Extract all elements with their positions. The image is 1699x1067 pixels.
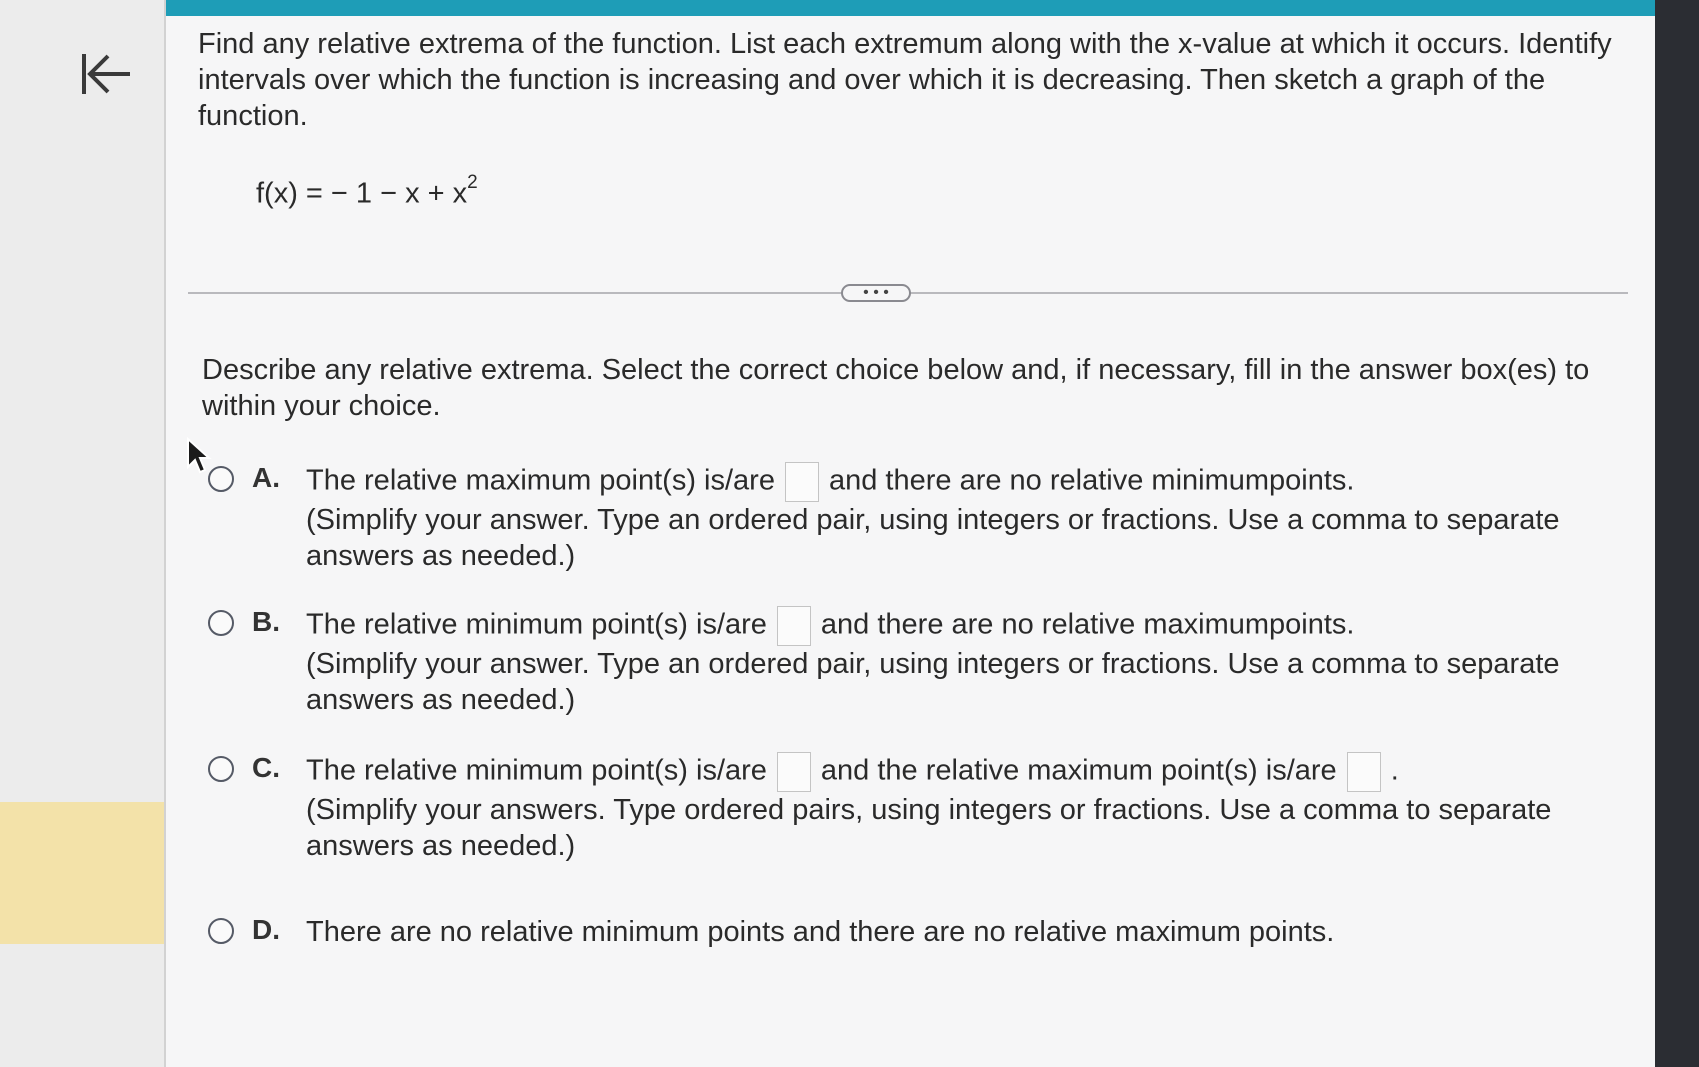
mouse-pointer-icon xyxy=(186,437,212,475)
choice-b-answer-box[interactable] xyxy=(777,606,811,646)
more-options-handle[interactable]: • • • xyxy=(841,284,911,302)
choice-b-radio[interactable] xyxy=(208,610,234,636)
choice-b-hint: (Simplify your answer. Type an ordered pair, using integers or fractions. Use a comma to separate answers as needed.) xyxy=(306,648,1560,716)
question-prompt: Find any relative extrema of the function. List each extremum along with the x-value at which it occurs. Identify intervals over which the function is increasing and over which it is decreasing. Then sketch a graph of the function. xyxy=(198,28,1612,132)
choice-a-answer-box[interactable] xyxy=(785,462,819,502)
left-panel xyxy=(0,0,166,1067)
choice-d-letter: D. xyxy=(252,914,280,945)
choice-c-statement-mid: and the relative maximum point(s) is/are xyxy=(820,754,1337,787)
formula-base: f(x) = − 1 − x + x xyxy=(256,177,468,210)
function-formula xyxy=(256,172,478,211)
choice-c-letter: C. xyxy=(252,752,280,783)
answer-instructions: Describe any relative extrema. Select the correct choice below and, if necessary, fill in the answer box(es) to within your choice. xyxy=(202,354,1590,422)
collapse-panel-button[interactable] xyxy=(72,46,138,106)
choice-c-statement: The relative minimum point(s) is/are xyxy=(306,754,767,787)
choice-a-statement: The relative maximum point(s) is/are xyxy=(306,464,775,497)
choice-b-letter: B. xyxy=(252,606,280,637)
choice-c-radio[interactable] xyxy=(208,756,234,782)
choice-d-statement: There are no relative minimum points and there are no relative maximum points. xyxy=(306,916,1335,948)
choice-d-radio[interactable] xyxy=(208,918,234,944)
question-content xyxy=(166,16,1655,1067)
choice-a-letter: A. xyxy=(252,462,280,493)
choice-c-max-answer-box[interactable] xyxy=(1347,752,1381,792)
top-accent-bar xyxy=(160,0,1655,16)
left-panel-highlight xyxy=(0,802,164,944)
choice-c-hint: (Simplify your answers. Type ordered pairs, using integers or fractions. Use a comma to separate answers as needed.) xyxy=(306,794,1552,862)
choice-c-text xyxy=(306,752,1606,864)
choice-a-hint: (Simplify your answer. Type an ordered pair, using integers or fractions. Use a comma to separate answers as needed.) xyxy=(306,504,1560,572)
choice-a-statement-end: and there are no relative minimumpoints. xyxy=(828,464,1355,497)
choice-b-text xyxy=(306,606,1606,718)
formula-exponent: 2 xyxy=(467,172,478,193)
choice-b-statement: The relative minimum point(s) is/are xyxy=(306,608,767,641)
choice-b-statement-end: and there are no relative maximumpoints. xyxy=(820,608,1355,641)
collapse-left-icon xyxy=(72,46,138,106)
choice-a-text xyxy=(306,462,1606,574)
choice-c-statement-end: . xyxy=(1390,754,1399,787)
choice-d-text xyxy=(306,914,1606,950)
choice-c-min-answer-box[interactable] xyxy=(777,752,811,792)
